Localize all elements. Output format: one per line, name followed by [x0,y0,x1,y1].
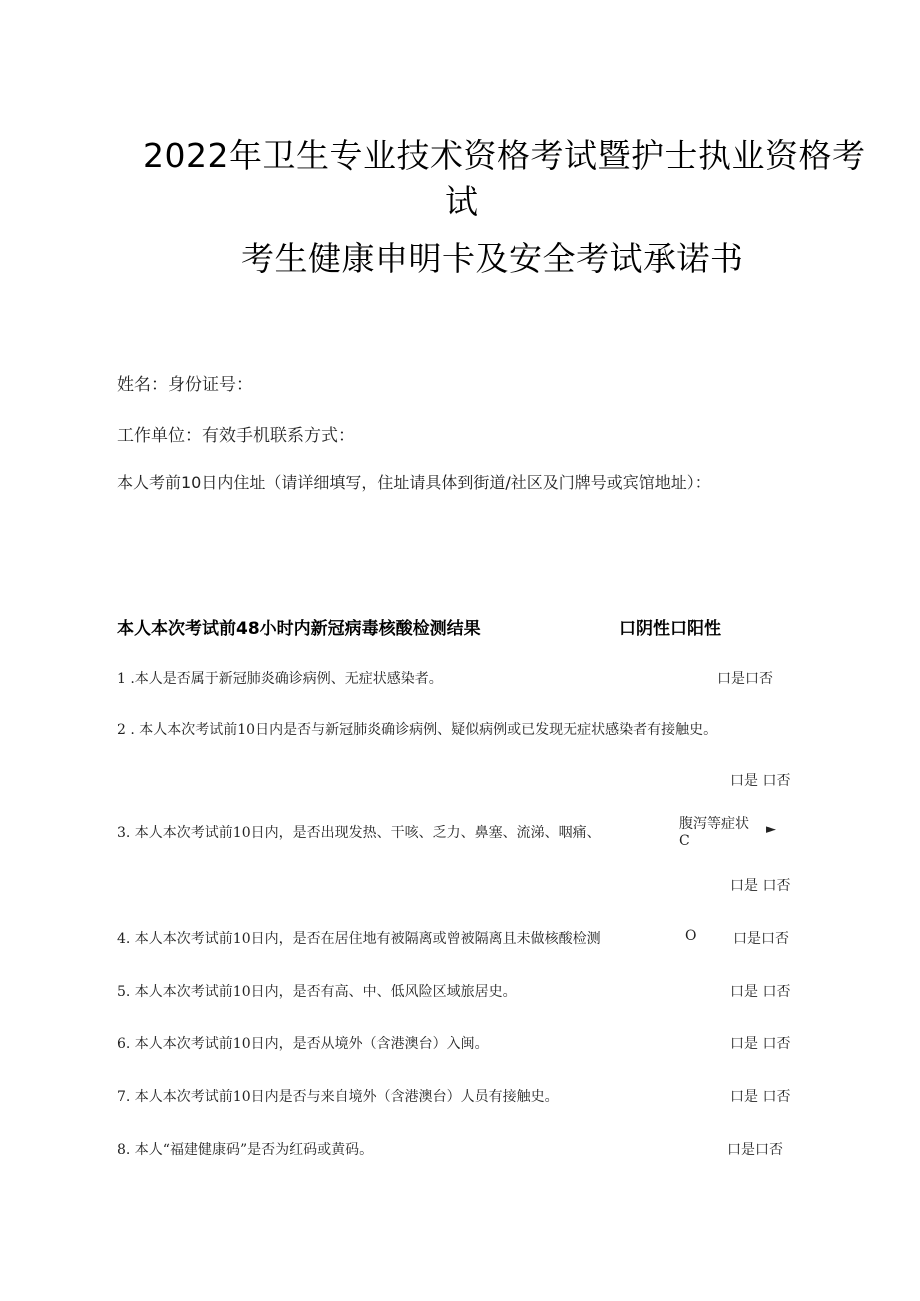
test-result-options: 口阴性口阳性 [619,619,721,639]
name-id-field: 姓名：身份证号： [117,375,253,395]
question-8-options: 口是口否 [727,1142,783,1158]
question-7-options: 口是 口否 [730,1089,791,1105]
question-7: 7. 本人本次考试前10日内是否与来自境外（含港澳台）人员有接触史。 [117,1089,559,1105]
question-3: 3. 本人本次考试前10日内，是否出现发热、干咳、乏力、鼻塞、流涕、咽痛、 [117,825,601,841]
question-1: 1 .本人是否属于新冠肺炎确诊病例、无症状感染者。 [117,671,443,687]
work-phone-field: 工作单位：有效手机联系方式： [117,426,355,446]
question-2: 2 . 本人本次考试前10日内是否与新冠肺炎确诊病例、疑似病例或已发现无症状感染者有接触史。 [117,722,718,738]
question-4-mark: O [685,928,697,944]
question-5: 5. 本人本次考试前10日内，是否有高、中、低风险区域旅居史。 [117,984,517,1000]
question-4: 4. 本人本次考试前10日内，是否在居住地有被隔离或曾被隔离且未做核酸检测 [117,931,601,947]
question-6-options: 口是 口否 [730,1036,791,1052]
title-line-3: 考生健康申明卡及安全考试承诺书 [241,239,744,278]
arrow-icon: ► [766,822,776,837]
question-3-options: 口是 口否 [730,878,791,894]
test-result-label: 本人本次考试前48小时内新冠病毒核酸检测结果 [117,619,481,639]
question-5-options: 口是 口否 [730,984,791,1000]
title-line-2: 试 [445,182,479,221]
question-3-extra-2: C [679,833,690,849]
question-6: 6. 本人本次考试前10日内，是否从境外（含港澳台）入闽。 [117,1036,489,1052]
question-2-options: 口是 口否 [730,773,791,789]
question-3-extra-1: 腹泻等症状 [679,816,749,832]
question-8: 8. 本人“福建健康码”是否为红码或黄码。 [117,1142,374,1158]
question-4-options: 口是口否 [733,931,789,947]
question-1-options: 口是口否 [717,671,773,687]
address-field: 本人考前10日内住址（请详细填写，住址请具体到街道/社区及门牌号或宾馆地址）： [117,473,711,492]
title-line-1: 2022年卫生专业技术资格考试暨护士执业资格考 [143,136,866,175]
